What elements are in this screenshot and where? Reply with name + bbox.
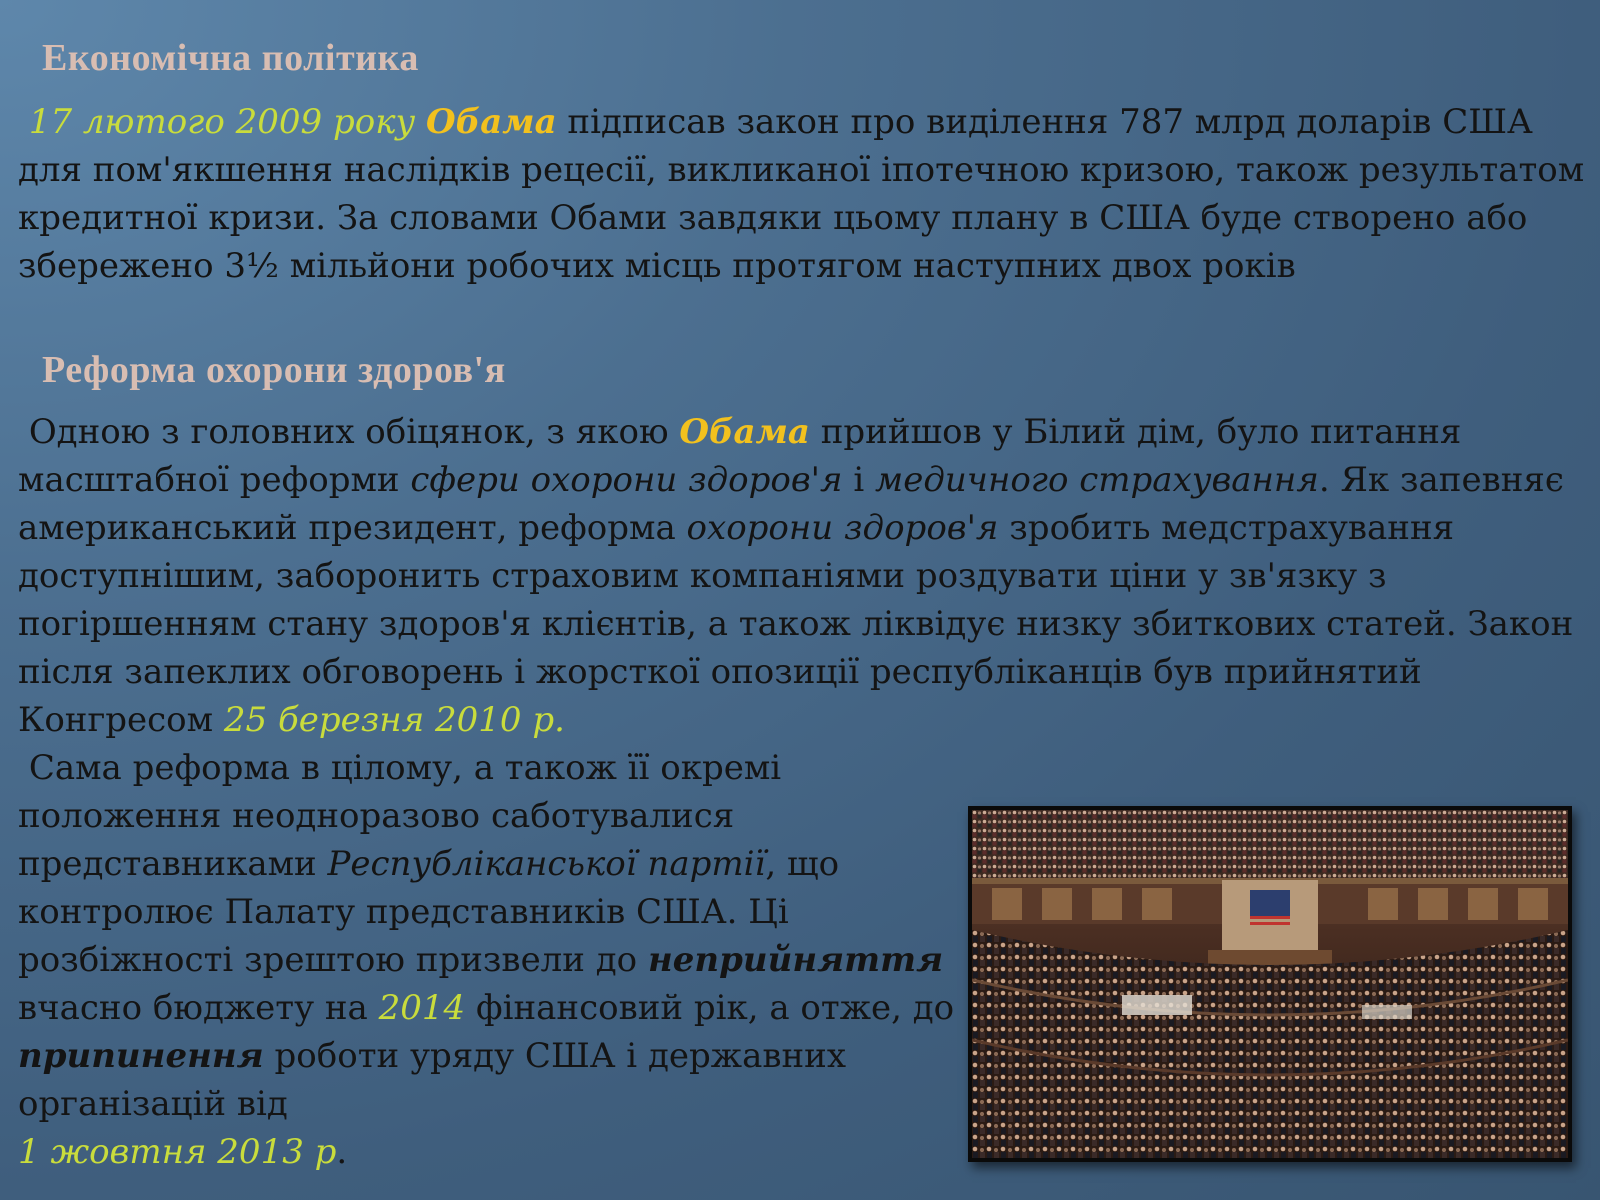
date-highlight: 17 лютого 2009 року [28, 102, 416, 142]
italic-term: охорони здоров'я [686, 508, 999, 548]
italic-term: Республіканської партії [327, 844, 766, 884]
bold-italic-term: неприйняття [647, 940, 944, 980]
italic-term: сфери охорони здоров'я [410, 460, 843, 500]
paragraph-text: . Як запевняє американський президент, реформа [18, 460, 1564, 548]
paragraph-health-reform [18, 408, 1588, 744]
bold-italic-term: припинення [18, 1036, 264, 1076]
section-heading-economic-policy: Економічна політика [42, 37, 419, 79]
year-highlight: 2014 [378, 988, 466, 1028]
paragraph-text: . [336, 1132, 348, 1172]
paragraph-text: підписав закон про виділення 787 млрд доларів США для пом'якшення наслідків рецесії, викликаної іпотечною кризою, також результатом кредитної кризи. За словами Обами завдяки цьому плану в США буде створено або збережено 3½ мільйони робочих місць протягом наступних двох років [18, 102, 1585, 286]
name-highlight: Обама [679, 412, 810, 452]
congress-hall-illustration [972, 810, 1568, 1158]
paragraph-economic-policy [18, 98, 1588, 290]
congress-hall-photo [968, 806, 1572, 1162]
section-heading-health-reform: Реформа охорони здоров'я [42, 349, 506, 391]
italic-term: медичного страхування [875, 460, 1319, 500]
name-highlight: Обама [426, 102, 557, 142]
paragraph-text: роботи уряду США і державних організацій від [18, 1036, 846, 1124]
date-highlight: 1 жовтня 2013 р [18, 1132, 337, 1172]
paragraph-text: Одною з головних обіцянок, з якою [28, 412, 669, 452]
paragraph-text: і [853, 460, 865, 500]
paragraph-text: вчасно бюджету на [18, 988, 368, 1028]
paragraph-text: зробить медстрахування доступнішим, заборонить страховим компаніями роздувати ціни у зв'язку з погіршенням стану здоров'я клієнтів, а також ліквідує низку збиткових статей. Закон після запеклих обговорень і жорсткої опозиції республіканців був прийнятий Конгресом [18, 508, 1574, 740]
paragraph-republican-opposition [18, 744, 978, 1176]
lead-space [18, 102, 29, 142]
paragraph-text: прийшов у Білий дім, було питання масштабної реформи [18, 412, 1462, 500]
paragraph-text: Сама реформа в цілому, а також її окремі положення неодноразово саботувалися представниками [18, 748, 782, 884]
paragraph-text: фінансовий рік, а отже, до [475, 988, 955, 1028]
paragraph-text: , що контролює Палату представників США. Ці розбіжності зрештою призвели до [18, 844, 840, 980]
date-highlight: 25 березня 2010 р. [223, 700, 565, 740]
